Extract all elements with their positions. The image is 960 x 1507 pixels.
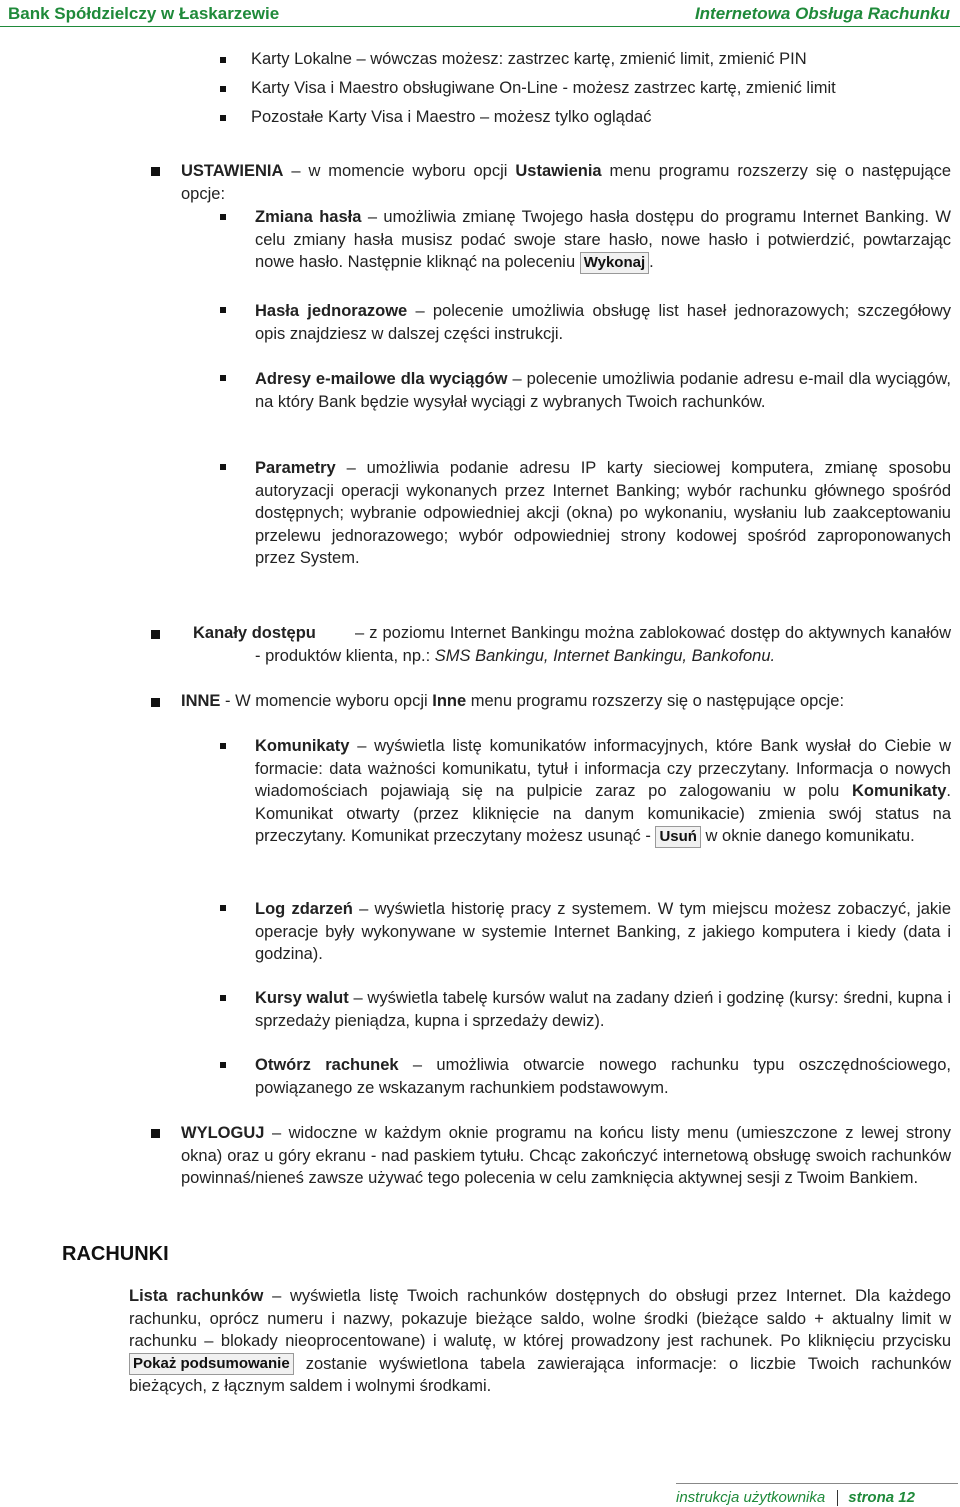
header-divider	[0, 26, 960, 27]
footer-separator	[837, 1490, 838, 1506]
ustawienia-section: USTAWIENIA – w momencie wyboru opcji Ustawienia menu programu rozszerzy się o następujące opcje:	[181, 162, 951, 203]
page-header	[0, 0, 960, 26]
bank-name: Bank Spółdzielczy w Łaskarzewie	[8, 4, 280, 23]
document-title: Internetowa Obsługa Rachunku	[694, 4, 950, 23]
bullet-icon	[220, 57, 226, 63]
kanaly-dostepu-first-line: Kanały dostępu	[193, 624, 316, 642]
ustawienia-title: USTAWIENIA	[181, 162, 284, 180]
usun-button[interactable]: Usuń	[655, 826, 701, 848]
bullet-icon	[220, 375, 226, 381]
card-item: Pozostałe Karty Visa i Maestro – możesz tylko oglądać	[251, 108, 652, 126]
bullet-icon	[220, 743, 226, 749]
bullet-icon	[220, 995, 226, 1001]
bullet-icon	[220, 86, 226, 92]
bullet-icon	[220, 307, 226, 313]
rachunki-heading: RACHUNKI	[62, 1243, 169, 1265]
komunikaty-item: Komunikaty – wyświetla listę komunikatów informacyjnych, które Bank wysłał do Ciebie w formacie: data ważności komunikatu, tytuł i informacja czy przeczytany. Informacja o nowych wiadomościach pojawiają się na pulpicie zaraz po zalogowaniu w polu Komunikaty. Komunikat otwarty (przez kliknięcie na danym komunikacie) zmienia swój status na przeczytany. Komunikat przeczytany możesz usunąć - Usuń w oknie danego komunikatu.	[255, 735, 951, 848]
inne-section: INNE - W momencie wyboru opcji Inne menu programu rozszerzy się o następujące opcje:	[181, 692, 845, 710]
adresy-email-item: Adresy e-mailowe dla wyciągów – polecenie umożliwia podanie adresu e-mail dla wyciągów, na który Bank będzie wysyłał wyciągi z wybranych Twoich rachunków.	[255, 370, 951, 411]
parametry-item: Parametry – umożliwia podanie adresu IP karty sieciowej komputera, zmianę sposobu autoryzacji operacji wykonanych przez Internet Banking; wybór rachunku głównego spośród dostępnych; wybranie odpowiedniej akcji (okna) po wykonaniu, wysłaniu lub zaakceptowaniu przelewu jednorazowego; wybór odpowiedniej strony kodowej spośród zaproponowanych przez System.	[255, 459, 951, 567]
bullet-icon	[220, 115, 226, 121]
page-footer	[676, 1489, 958, 1506]
bullet-icon	[220, 214, 226, 220]
bullet-icon	[220, 1062, 226, 1068]
footer-label: instrukcja użytkownika	[676, 1489, 826, 1506]
card-item: Karty Lokalne – wówczas możesz: zastrzec kartę, zmienić limit, zmienić PIN	[251, 50, 807, 68]
otworz-rachunek-item: Otwórz rachunek – umożliwia otwarcie nowego rachunku typu oszczędnościowego, powiązanego ze wskazanym rachunkiem podstawowym.	[255, 1056, 951, 1097]
section-bullet-icon	[151, 167, 160, 176]
lista-rachunkow-paragraph: Lista rachunków – wyświetla listę Twoich rachunków dostępnych do obsługi przez Internet. Dla każdego rachunku, oprócz numeru i nazwy, pokazuje bieżące saldo, wolne środki (bieżące saldo + aktualny limit w rachunku – blokady nieoprocentowane) i walutę, w której prowadzony jest rachunek. Po kliknięciu przycisku Pokaż podsumowanie zostanie wyświetlona tabela zawierająca informacje: o liczbie Twoich rachunków bieżących, z łącznym saldem i wolnymi środkami.	[129, 1287, 951, 1396]
log-zdarzen-item: Log zdarzeń – wyświetla historię pracy z systemem. W tym miejscu możesz zobaczyć, jakie operacje były wykonywane w systemie Internet Banking, z jakiego komputera i kiedy (data i godzina).	[255, 900, 951, 963]
bullet-icon	[220, 905, 226, 911]
footer-divider	[676, 1483, 958, 1484]
section-bullet-icon	[151, 1129, 160, 1138]
section-bullet-icon	[151, 630, 160, 639]
wykonaj-button[interactable]: Wykonaj	[580, 252, 649, 274]
kanaly-dostepu-section: – z poziomu Internet Bankingu można zablokować dostęp do aktywnych kanałów - produktów klienta, np.: SMS Bankingu, Internet Bankingu, Bankofonu.	[255, 624, 951, 665]
card-item: Karty Visa i Maestro obsługiwane On-Line - możesz zastrzec kartę, zmienić limit	[251, 79, 836, 97]
wyloguj-section: WYLOGUJ – widoczne w każdym oknie programu na końcu listy menu (umieszczone z lewej strony okna) oraz u góry ekranu - nad paskiem tytułu. Chcąc zakończyć internetową obsługę swoich rachunków powinnaś/nieneś zawsze używać tego polecenia w celu zamknięcia aktywnej sesji z Twoim Bankiem.	[181, 1124, 951, 1187]
zmiana-hasla-item: Zmiana hasła – umożliwia zmianę Twojego hasła dostępu do programu Internet Banking. W celu zmiany hasła musisz podać swoje stare hasło, nowe hasło i potwierdzić, powtarzając nowe hasło. Następnie kliknąć na poleceniu Wykonaj .	[255, 206, 951, 274]
pokaz-podsumowanie-button[interactable]: Pokaż podsumowanie	[129, 1353, 294, 1375]
section-bullet-icon	[151, 698, 160, 707]
kursy-walut-item: Kursy walut – wyświetla tabelę kursów walut na zadany dzień i godzinę (kursy: średni, kupna i sprzedaży pieniądza, kupna i sprzedaży dewiz).	[255, 989, 951, 1030]
page-number: strona 12	[848, 1489, 915, 1506]
hasla-jednorazowe-item: Hasła jednorazowe – polecenie umożliwia obsługę list haseł jednorazowych; szczegółowy opis znajdziesz w dalszej części instrukcji.	[255, 302, 951, 343]
bullet-icon	[220, 464, 226, 470]
